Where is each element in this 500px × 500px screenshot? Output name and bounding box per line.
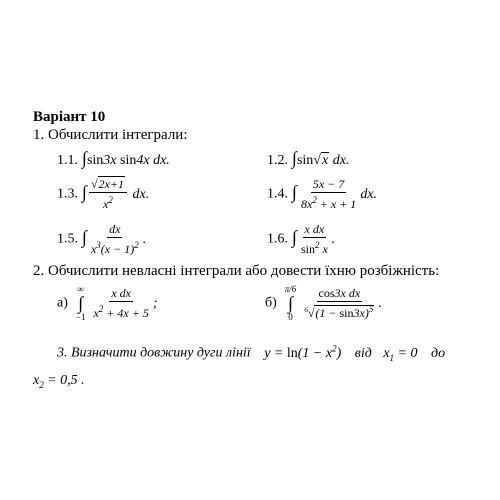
task-1-1-label: 1.1. [57, 153, 78, 168]
task-2b-label: б) [265, 295, 277, 311]
task3-from: від [354, 345, 372, 361]
task-1-3-label: 1.3. [57, 186, 78, 202]
task-1-1 [57, 149, 170, 169]
task-2a [57, 284, 158, 322]
task3-text: 3. Визначити довжину дуги лінії [57, 345, 251, 361]
task-2a-label: а) [57, 295, 68, 311]
task3-x1: $x_1 = 0$ [383, 345, 418, 363]
task3-to: до [431, 345, 446, 361]
task-1-2 [267, 149, 349, 169]
task-1-5 [57, 222, 146, 257]
task3-x2: $x_2 = 0,5$ . [33, 373, 85, 390]
variant-title: Варіант 10 [33, 109, 106, 125]
task1-heading: 1. Обчислити інтеграли: [33, 127, 188, 143]
task-1-4 [267, 177, 377, 212]
task-1-2-label: 1.2. [267, 153, 288, 168]
formula-1-4: ∫ $\frac{5x - 7}{8x^2 + x + 1}$ dx. [292, 177, 378, 211]
formula-1-3: ∫ $\frac{√2x+1}{x^2}$ dx. [82, 177, 150, 211]
task-2b [265, 284, 382, 322]
task2-heading: 2. Обчислити невласні інтеграли або довести їхню розбіжність: [33, 263, 440, 279]
formula-1-1: ∫sin3x sin4x dx. [82, 148, 170, 168]
task-1-5-label: 1.5. [57, 231, 78, 247]
integral-2a: ∞ ∫ −1 [75, 284, 86, 322]
task3-line1 [57, 343, 467, 362]
formula-1-5: ∫ $\frac{dx}{x^3(x - 1)^2}$ . [82, 222, 147, 256]
formula-2b: $\frac{\text{cos3x dx}}{^6√(1 - \sin 3x)^5}$ . [304, 285, 382, 320]
task-1-4-label: 1.4. [267, 186, 288, 202]
formula-1-6: ∫ $\frac{\text{x dx}}{\sin^2 x}$ . [292, 222, 336, 256]
task-1-6-label: 1.6. [267, 231, 288, 247]
task-1-6 [267, 222, 335, 257]
task-1-3 [57, 177, 149, 212]
task3-function: $y = \ln(1 - x^2)$ [264, 343, 342, 361]
integral-2b: π/6 ∫ 0 [284, 284, 297, 322]
formula-1-2: ∫sin√x dx. [292, 148, 350, 168]
formula-2a: $\frac{\text{x dx}}{x^2 + 4x + 5}$ ; [93, 285, 158, 320]
